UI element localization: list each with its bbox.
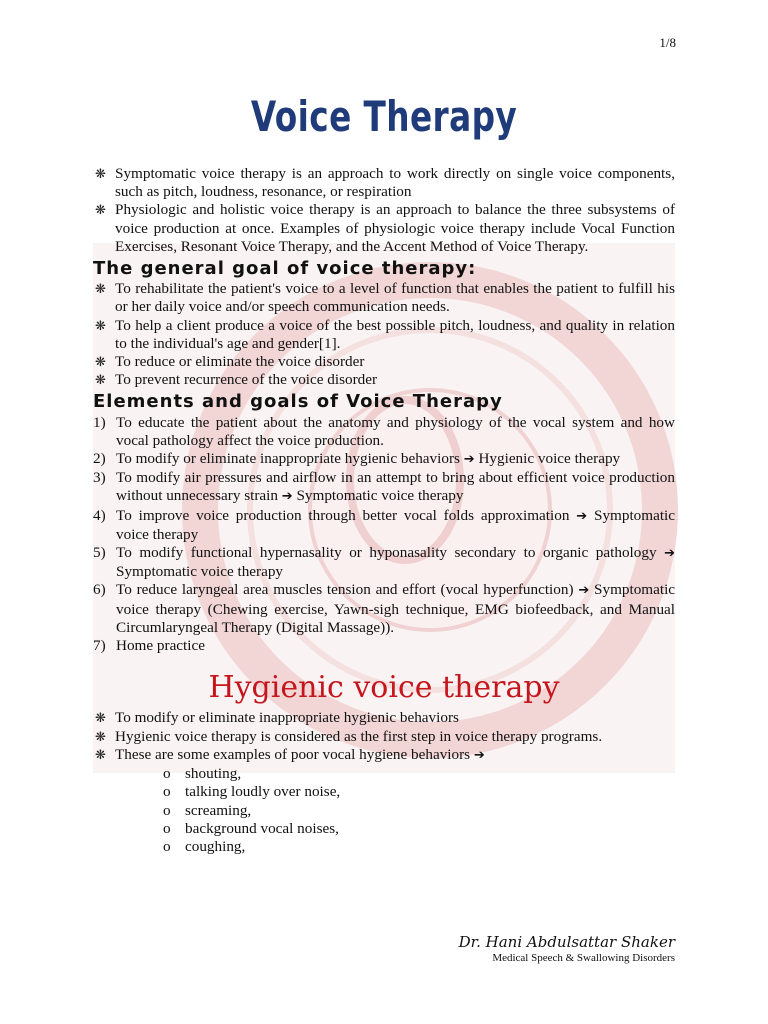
element-text: To improve voice production through better vocal folds approximation [116, 506, 570, 524]
example-text: background vocal noises, [185, 819, 339, 837]
example-text: shouting, [185, 765, 242, 783]
goal-text: To reduce or eliminate the voice disorder [115, 353, 365, 371]
item-number: 6) [93, 581, 106, 599]
bullet-icon: ❋ [95, 710, 106, 726]
hygienic-item [93, 746, 675, 765]
element-result: Symptomatic voice therapy [116, 506, 676, 543]
signature: Dr. Hani Abdulsattar Shaker [458, 933, 675, 951]
circle-bullet-icon: o [163, 765, 171, 783]
bullet-icon: ❋ [95, 354, 106, 370]
circle-bullet-icon: o [163, 837, 171, 855]
bullet-icon: ❋ [95, 372, 106, 388]
goal-item [93, 280, 675, 316]
hygienic-heading: Hygienic voice therapy [208, 670, 560, 706]
goal-item [93, 317, 675, 353]
arrow-icon: ➔ [463, 452, 475, 468]
element-result: Hygienic voice therapy [478, 450, 621, 468]
intro-bullet [93, 165, 675, 201]
arrow-icon: ➔ [576, 508, 588, 524]
element-item [93, 469, 675, 506]
example-text: coughing, [185, 837, 246, 855]
hygienic-text: To modify or eliminate inappropriate hygienic behaviors [115, 709, 459, 727]
page-title: Voice Therapy [250, 92, 518, 141]
hygienic-text: Hygienic voice therapy is considered as the first step in voice therapy programs. [115, 727, 603, 745]
element-result: Symptomatic voice therapy [116, 563, 284, 581]
item-number: 4) [93, 506, 106, 524]
intro-text: Symptomatic voice therapy is an approach to work directly on single voice components, such as pitch, loudness, resonance, or respiration [115, 165, 675, 201]
goal-text: To prevent recurrence of the voice disorder [115, 371, 378, 389]
element-text: Home practice [116, 637, 205, 655]
element-item [93, 581, 675, 637]
examples-intro: These are some examples of poor vocal hygiene behaviors [115, 745, 471, 763]
arrow-icon: ➔ [473, 747, 485, 763]
elements-heading: Elements and goals of Voice Therapy [93, 391, 503, 413]
circle-bullet-icon: o [163, 783, 171, 801]
item-number: 3) [93, 469, 106, 487]
page-number: 1/8 [659, 35, 676, 50]
bullet-icon: ❋ [95, 728, 106, 744]
example-item [93, 783, 675, 801]
goal-heading: The general goal of voice therapy: [93, 258, 477, 280]
example-item [93, 802, 675, 820]
bullet-icon: ❋ [95, 202, 106, 218]
bullet-icon: ❋ [95, 746, 106, 762]
element-text: To modify or eliminate inappropriate hygienic behaviors [116, 450, 460, 468]
intro-bullet [93, 201, 675, 256]
example-item [93, 838, 675, 856]
example-text: talking loudly over noise, [185, 783, 341, 801]
element-item [93, 637, 675, 655]
example-item [93, 820, 675, 838]
element-text: To reduce laryngeal area muscles tension and effort (vocal hyperfunction) [116, 581, 574, 599]
item-number: 2) [93, 450, 106, 468]
signature-block [459, 933, 675, 964]
element-item [93, 544, 675, 581]
signature-subtitle: Medical Speech & Swallowing Disorders [492, 952, 675, 964]
goal-text: To help a client produce a voice of the best possible pitch, loudness, and quality in relation to the individual's age and gender[1]. [115, 316, 675, 352]
element-text: To educate the patient about the anatomy and physiology of the vocal system and how vocal pathology affect the voice production. [116, 413, 675, 449]
arrow-icon: ➔ [578, 583, 590, 599]
bullet-icon: ❋ [95, 281, 106, 297]
circle-bullet-icon: o [163, 801, 171, 819]
goal-item [93, 371, 675, 389]
arrow-icon: ➔ [281, 489, 293, 505]
circle-bullet-icon: o [163, 819, 171, 837]
element-item [93, 450, 675, 469]
element-item [93, 414, 675, 450]
element-text: To modify functional hypernasality or hyponasality secondary to organic pathology [116, 544, 657, 562]
element-item [93, 507, 675, 544]
item-number: 5) [93, 544, 106, 562]
goal-text: To rehabilitate the patient's voice to a level of function that enables the patient to fulfill his or her daily voice and/or speech communication needs. [115, 280, 675, 316]
goal-item [93, 353, 675, 371]
example-item [93, 765, 675, 783]
hygienic-item [93, 709, 675, 727]
element-result: Symptomatic voice therapy [296, 487, 464, 505]
element-text: To modify air pressures and airflow in an attempt to bring about efficient voice production without unnecessary strain [116, 469, 675, 505]
bullet-icon: ❋ [95, 166, 106, 181]
example-text: screaming, [185, 801, 252, 819]
element-result: Symptomatic voice therapy (Chewing exercise, Yawn-sigh technique, EMG biofeedback, and Manual Circumlaryngeal Therapy (Digital Massage)). [116, 581, 676, 636]
bullet-icon: ❋ [95, 317, 106, 333]
arrow-icon: ➔ [664, 546, 676, 562]
main-content [93, 165, 675, 856]
hygienic-item [93, 728, 675, 746]
item-number: 7) [93, 637, 106, 655]
intro-text: Physiologic and holistic voice therapy is an approach to balance the three subsystems of voice production at once. Examples of physiologic voice therapy include Vocal Function Exercises, Resonant Voice Therapy, and the Accent Method of Voice Therapy. [115, 201, 675, 255]
item-number: 1) [93, 413, 106, 431]
